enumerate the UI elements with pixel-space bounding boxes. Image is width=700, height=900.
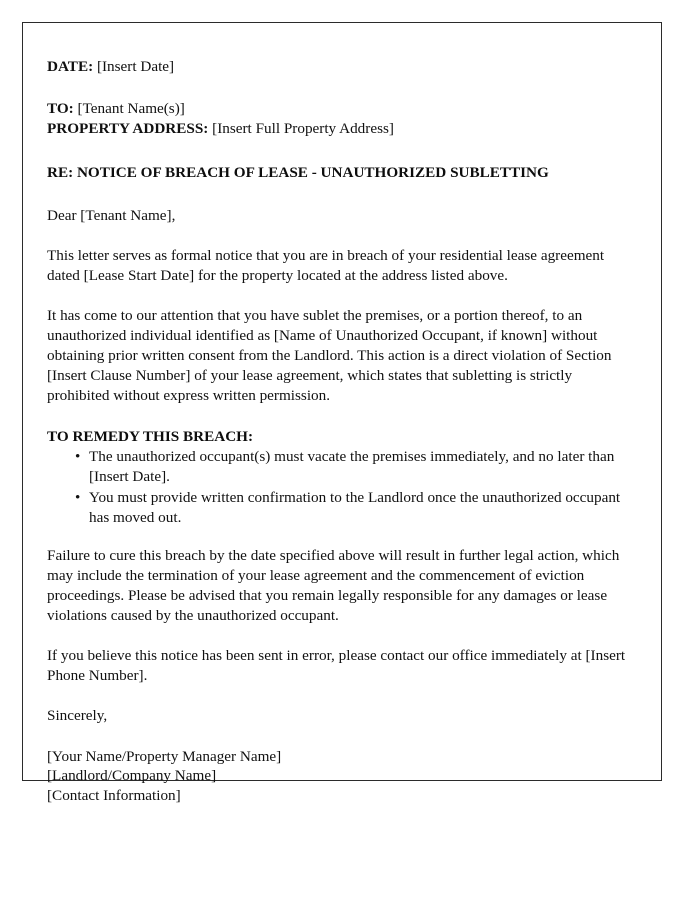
paragraph-violation: It has come to our attention that you have sublet the premises, or a portion thereof, to an unauthorized individual identified as [Name of Unauthorized Occupant, if known] without obtaining prior written consent from the Landlord. This action is a direct violation of Section [Insert Clause Number] of your lease agreement, which states that subletting is strictly prohibited without express written permission. (47, 307, 612, 404)
to-value: [Tenant Name(s)] (77, 100, 185, 117)
signature-block (47, 747, 633, 805)
date-line (47, 57, 633, 77)
subject-heading: RE: NOTICE OF BREACH OF LEASE - UNAUTHORIZED SUBLETTING (47, 164, 549, 181)
signature-line: [Landlord/Company Name] (47, 767, 217, 785)
paragraph-consequences: Failure to cure this breach by the date specified above will result in further legal action, which may include the termination of your lease agreement and the commencement of eviction proceedings. Please be advised that you remain legally responsible for any damages or lease violations caused by the unauthorized occupant. (47, 547, 620, 624)
list-item-text: You must provide written confirmation to the Landlord once the unauthorized occupant has moved out. (89, 489, 621, 526)
salutation: Dear [Tenant Name], (47, 207, 176, 224)
list-item (47, 447, 633, 487)
property-address-label: PROPERTY ADDRESS: (47, 120, 209, 137)
remedy-heading: TO REMEDY THIS BREACH: (47, 428, 254, 445)
list-item (47, 488, 633, 528)
letter-body (23, 23, 661, 805)
property-address-value: [Insert Full Property Address] (212, 120, 394, 137)
signature-line: [Contact Information] (47, 786, 181, 804)
bullet-icon: • (75, 448, 81, 465)
paragraph-error-notice: If you believe this notice has been sent in error, please contact our office immediately at [Insert Phone Number]. (47, 647, 626, 684)
date-label: DATE: (47, 58, 94, 75)
remedy-list (47, 447, 633, 528)
letter-page (22, 22, 662, 804)
paragraph-intro: This letter serves as formal notice that you are in breach of your residential lease agreement dated [Lease Start Date] for the property located at the address listed above. (47, 247, 605, 284)
recipient-line (47, 99, 633, 119)
bullet-icon: • (75, 489, 81, 506)
list-item-text: The unauthorized occupant(s) must vacate the premises immediately, and no later than [Insert Date]. (89, 448, 615, 485)
closing-salutation: Sincerely, (47, 707, 108, 724)
property-address-line (47, 119, 633, 139)
signature-line: [Your Name/Property Manager Name] (47, 748, 282, 765)
to-label: TO: (47, 100, 74, 117)
date-value: [Insert Date] (96, 58, 175, 75)
